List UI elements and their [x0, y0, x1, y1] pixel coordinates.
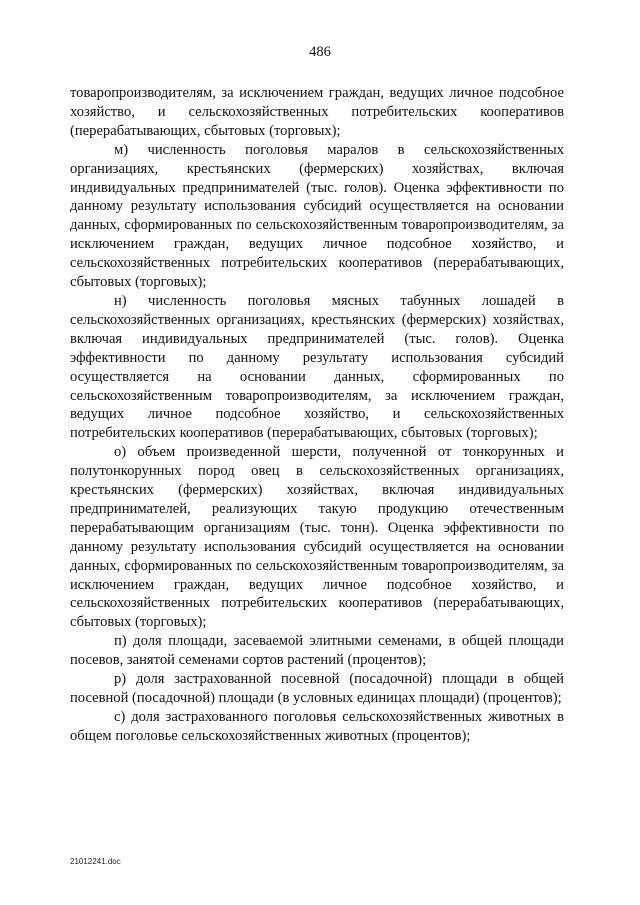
paragraph-item-m: м) численность поголовья маралов в сельскохозяйственных организациях, крестьянских (фермерских) хозяйствах, включая индивидуальных предпринимателей (тыс. голов). Оценка эффективности по данному результату использования субсидий осуществляется на основании данных, сформированных по сельскохозяйственным товаропроизводителям, за исключением граждан, ведущих личное подсобное хозяйство, и сельскохозяйственных потребительских кооперативов (перерабатывающих, сбытовых (торговых);: [70, 141, 564, 291]
paragraph-item-p: п) доля площади, засеваемой элитными семенами, в общей площади посевов, занятой семенами сортов растений (процентов);: [70, 633, 564, 669]
paragraph-item-n: н) численность поголовья мясных табунных лошадей в сельскохозяйственных организациях, крестьянских (фермерских) хозяйствах, включая индивидуальных предпринимателей (тыс. голов). Оценка эффективности по данному результату использования субсидий осуществляется на основании данных, сформированных по сельскохозяйственным товаропроизводителям, за исключением граждан, ведущих личное подсобное хозяйство, и сельскохозяйственных потребительских кооперативов (перерабатывающих, сбытовых (торговых);: [70, 292, 564, 442]
paragraph-continuation: товаропроизводителям, за исключением граждан, ведущих личное подсобное хозяйство, и сельскохозяйственных потребительских кооперативов (перерабатывающих, сбытовых (торговых);: [70, 85, 564, 139]
document-body: [70, 84, 564, 746]
footer-file-code: 21012241.doc: [70, 857, 121, 866]
paragraph-item-o: о) объем произведенной шерсти, полученной от тонкорунных и полутонкорунных пород овец в сельскохозяйственных организациях, крестьянских (фермерских) хозяйствах, включая индивидуальных предпринимателей, реализующих такую продукцию отечественным перерабатывающим организациям (тыс. тонн). Оценка эффективности по данному результату использования субсидий осуществляется на основании данных, сформированных по сельскохозяйственным товаропроизводителям, за исключением граждан, ведущих личное подсобное хозяйство, и сельскохозяйственных потребительских кооперативов (перерабатывающих, сбытовых (торговых);: [70, 444, 564, 631]
page-number: 486: [309, 44, 331, 60]
paragraph-item-s: с) доля застрахованного поголовья сельскохозяйственных животных в общем поголовье сельскохозяйственных животных (процентов);: [70, 708, 564, 744]
paragraph-item-r: р) доля застрахованной посевной (посадочной) площади в общей посевной (посадочной) площади (в условных единицах площади) (процентов);: [70, 671, 564, 706]
